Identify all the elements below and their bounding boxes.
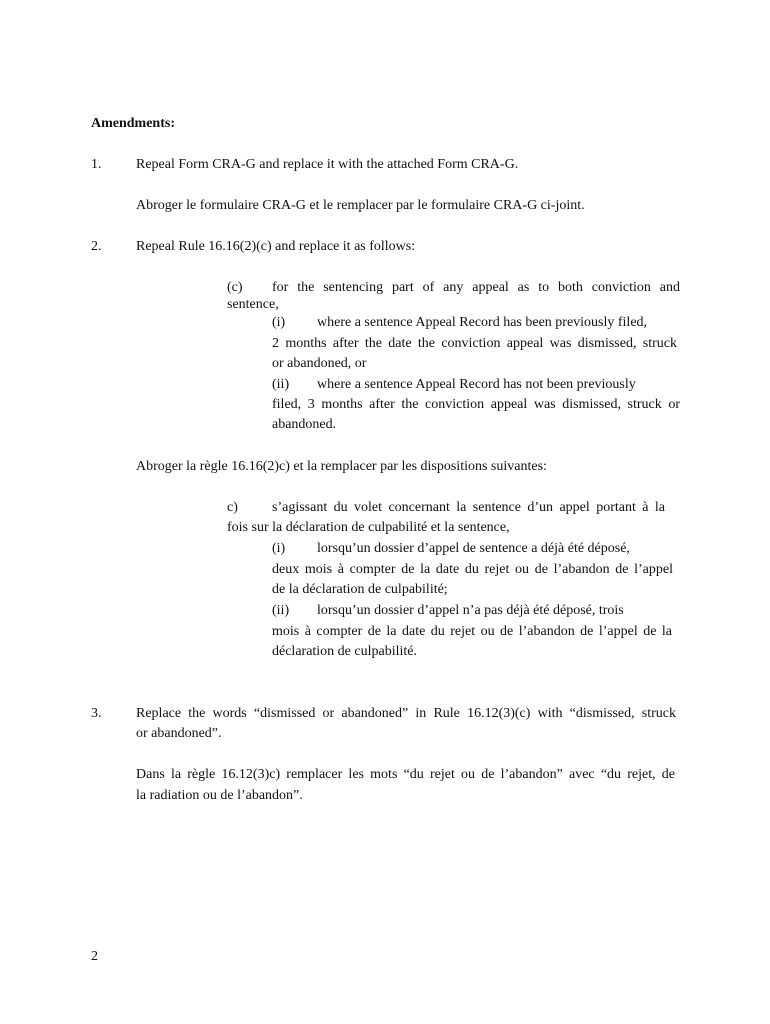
item-2-french-ii-line2: mois à compter de la date du rejet ou de l’abandon de l’appel de la bbox=[272, 624, 672, 639]
item-2-english-ii-line2: filed, 3 months after the conviction appeal was dismissed, struck or bbox=[272, 397, 680, 412]
item-2-french-ii-label: (ii) bbox=[272, 603, 290, 618]
item-3-english-line1: Replace the words “dismissed or abandoned” in Rule 16.12(3)(c) with “dismissed, struck bbox=[136, 706, 676, 721]
item-1-number: 1. bbox=[91, 157, 102, 172]
item-2-english-c-label: (c) bbox=[227, 280, 243, 295]
item-2-french-ii-line3: déclaration de culpabilité. bbox=[272, 644, 417, 659]
item-2-french-i-line1: lorsqu’un dossier d’appel de sentence a déjà été déposé, bbox=[317, 541, 630, 556]
item-2-french-c-line2: fois sur la déclaration de culpabilité et la sentence, bbox=[227, 520, 510, 535]
item-2-english-intro: Repeal Rule 16.16(2)(c) and replace it as follows: bbox=[136, 239, 416, 254]
item-2-english-i-line1: where a sentence Appeal Record has been previously filed, bbox=[317, 315, 648, 330]
item-1-english: Repeal Form CRA-G and replace it with the attached Form CRA-G. bbox=[136, 157, 519, 172]
item-2-english-i-label: (i) bbox=[272, 315, 286, 330]
item-2-french-ii-line1: lorsqu’un dossier d’appel n’a pas déjà été déposé, trois bbox=[317, 603, 624, 618]
item-1-french: Abroger le formulaire CRA-G et le remplacer par le formulaire CRA-G ci-joint. bbox=[136, 198, 585, 213]
item-3-number: 3. bbox=[91, 706, 102, 721]
item-2-english-i-line2: 2 months after the date the conviction appeal was dismissed, struck bbox=[272, 336, 677, 351]
item-2-french-i-line2: deux mois à compter de la date du rejet ou de l’abandon de l’appel bbox=[272, 562, 673, 577]
item-2-english-c-line1: for the sentencing part of any appeal as to both conviction and bbox=[272, 280, 680, 295]
item-2-french-c-label: c) bbox=[227, 500, 238, 515]
page-number: 2 bbox=[91, 949, 98, 964]
item-2-english-ii-label: (ii) bbox=[272, 377, 290, 392]
item-3-english-line2: or abandoned”. bbox=[136, 726, 222, 741]
item-2-english-c-line2: sentence, bbox=[227, 297, 279, 312]
item-2-french-c-line1: s’agissant du volet concernant la sentence d’un appel portant à la bbox=[272, 500, 665, 515]
item-3-french-line2: la radiation ou de l’abandon”. bbox=[136, 788, 303, 803]
item-2-english-i-line3: or abandoned, or bbox=[272, 356, 367, 371]
item-3-french-line1: Dans la règle 16.12(3)c) remplacer les mots “du rejet ou de l’abandon” avec “du rejet, de bbox=[136, 767, 675, 782]
item-2-french-i-label: (i) bbox=[272, 541, 286, 556]
item-2-number: 2. bbox=[91, 239, 102, 254]
item-2-french-i-line3: de la déclaration de culpabilité; bbox=[272, 582, 448, 597]
amendments-heading: Amendments: bbox=[91, 116, 175, 131]
item-2-french-intro: Abroger la règle 16.16(2)c) et la remplacer par les dispositions suivantes: bbox=[136, 459, 547, 474]
item-2-english-ii-line1: where a sentence Appeal Record has not been previously bbox=[317, 377, 636, 392]
item-2-english-ii-line3: abandoned. bbox=[272, 417, 337, 432]
